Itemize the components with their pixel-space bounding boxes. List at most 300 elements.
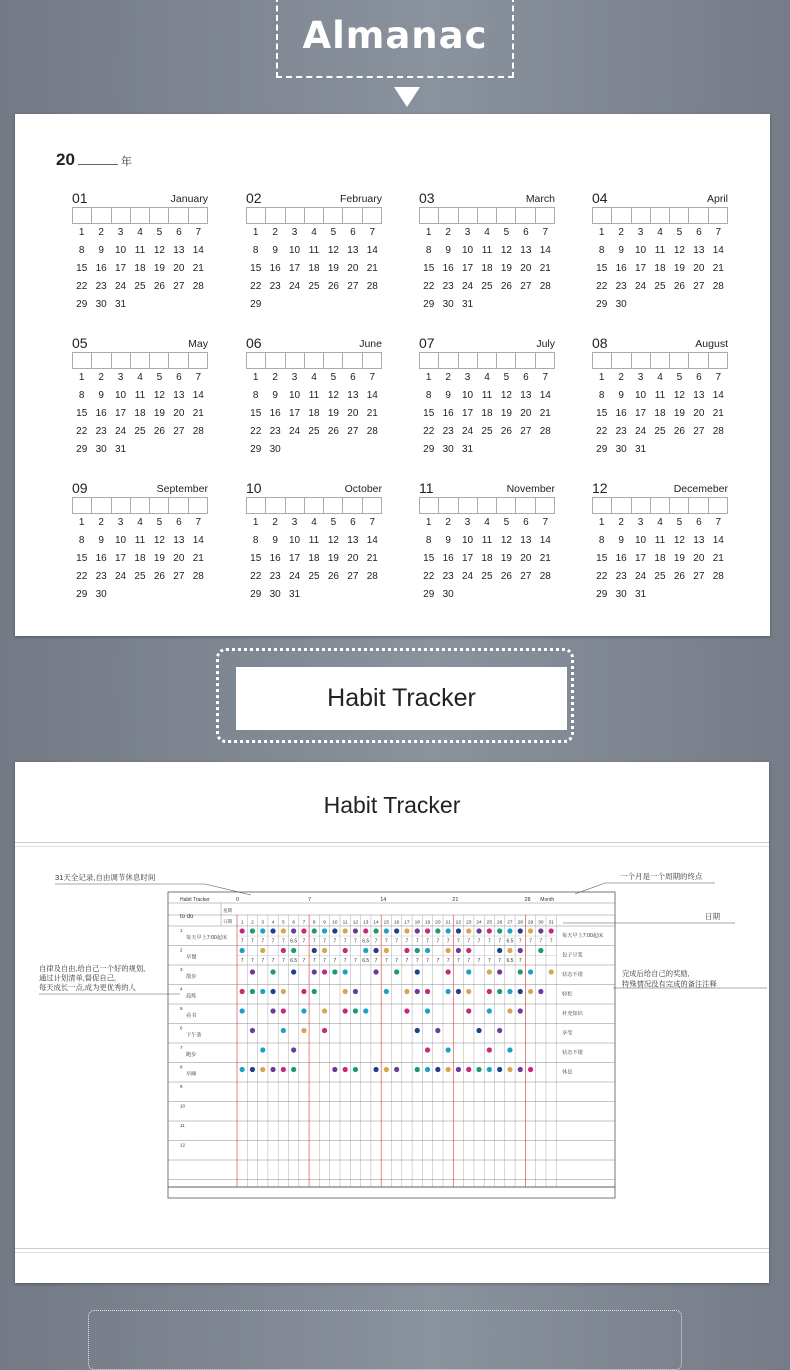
completion-dot bbox=[291, 1047, 296, 1052]
completion-dot bbox=[456, 928, 461, 933]
weekday-cell bbox=[459, 498, 478, 514]
completion-dot bbox=[476, 928, 481, 933]
completion-dot bbox=[291, 948, 296, 953]
day-number: 21 bbox=[712, 408, 724, 419]
day-number: 23 bbox=[615, 426, 627, 437]
completion-dot bbox=[240, 1008, 245, 1013]
day-number: 11 bbox=[654, 245, 666, 256]
weekday-cell bbox=[670, 208, 689, 224]
down-arrow-icon bbox=[394, 87, 420, 107]
completion-dot bbox=[425, 1047, 430, 1052]
weekday-cell bbox=[266, 353, 285, 369]
habit-name: 散步 bbox=[186, 974, 197, 980]
day-number: 17 bbox=[289, 263, 301, 274]
completion-dot bbox=[476, 1028, 481, 1033]
month-name: July bbox=[536, 338, 555, 350]
habit-number: 5 bbox=[180, 1006, 183, 1011]
time-cell: 7 bbox=[261, 958, 265, 964]
completion-dot bbox=[415, 928, 420, 933]
day-number: 27 bbox=[520, 571, 532, 582]
month-number: 12 bbox=[592, 480, 608, 496]
weekday-cell bbox=[189, 208, 208, 224]
day-number: 16 bbox=[615, 263, 627, 274]
day-grid bbox=[72, 372, 208, 456]
weekday-cell bbox=[363, 498, 382, 514]
month-name: January bbox=[170, 193, 208, 205]
day-number: 20 bbox=[693, 408, 705, 419]
completion-dot bbox=[446, 969, 451, 974]
day-number: 19 bbox=[673, 553, 685, 564]
day-number: 12 bbox=[327, 390, 339, 401]
day-number: 30 bbox=[615, 589, 627, 600]
day-number: 15 bbox=[423, 553, 435, 564]
completion-dot bbox=[270, 1008, 275, 1013]
weekday-cell bbox=[478, 208, 497, 224]
habit-number: 7 bbox=[180, 1045, 183, 1050]
day-number: 12 bbox=[500, 390, 512, 401]
time-cell: 7 bbox=[446, 958, 450, 964]
day-number: 4 bbox=[137, 517, 143, 528]
day-number: 17 bbox=[115, 408, 127, 419]
day-number: 12 bbox=[673, 245, 685, 256]
completion-dot bbox=[312, 989, 317, 994]
day-number: 20 bbox=[347, 408, 359, 419]
divider bbox=[15, 1252, 769, 1253]
completion-dot bbox=[549, 969, 554, 974]
completion-dot bbox=[343, 989, 348, 994]
time-cell: 7 bbox=[426, 938, 429, 945]
day-number: 13 bbox=[347, 245, 359, 256]
completion-dot bbox=[528, 928, 533, 933]
weekday-cell bbox=[131, 498, 150, 514]
habit-tracker-title: Habit Tracker bbox=[323, 792, 461, 818]
day-number: 22 bbox=[76, 281, 88, 292]
day-number: 23 bbox=[269, 571, 281, 582]
completion-dot bbox=[518, 948, 523, 953]
completion-dot bbox=[373, 928, 378, 933]
day-number: 5 bbox=[503, 372, 510, 383]
completion-dot bbox=[373, 969, 378, 974]
day-number: 4 bbox=[484, 227, 490, 238]
month-block bbox=[419, 190, 555, 318]
day-number: 5 bbox=[330, 517, 337, 528]
day-number: 23 bbox=[269, 281, 281, 292]
day-number: 6 bbox=[176, 372, 182, 383]
time-cell: 6.5 bbox=[290, 958, 298, 964]
completion-dot bbox=[281, 989, 286, 994]
habit-number: 12 bbox=[180, 1142, 186, 1148]
day-number: 24 bbox=[115, 281, 127, 292]
day-number: 8 bbox=[78, 245, 85, 256]
day-number: 29 bbox=[250, 299, 262, 310]
day-number: 15 bbox=[423, 263, 435, 274]
completion-dot bbox=[487, 989, 492, 994]
day-number: 24 bbox=[462, 281, 474, 292]
divider bbox=[15, 1248, 769, 1249]
completion-dot bbox=[353, 1008, 358, 1013]
completion-dot bbox=[404, 1008, 409, 1013]
week-marker: 7 bbox=[308, 897, 312, 903]
date-cell: 25 bbox=[486, 920, 493, 926]
annotation-top-left: 31天全记录,自由调节休息时间 bbox=[55, 873, 156, 882]
habit-reward: 轻松 bbox=[562, 991, 573, 998]
time-cell: 7 bbox=[477, 938, 481, 945]
day-number: 17 bbox=[635, 408, 647, 419]
day-number: 29 bbox=[250, 444, 262, 455]
habit-number: 10 bbox=[180, 1103, 186, 1109]
day-number: 20 bbox=[693, 553, 705, 564]
month-block bbox=[592, 190, 728, 318]
day-number: 21 bbox=[192, 553, 204, 564]
completion-dot bbox=[260, 989, 265, 994]
time-cell: 7 bbox=[518, 938, 522, 945]
time-cell: 7 bbox=[498, 958, 502, 964]
time-cell: 7 bbox=[529, 938, 532, 945]
completion-dot bbox=[466, 1008, 471, 1013]
completion-dot bbox=[250, 1028, 255, 1033]
weekday-header-grid bbox=[419, 497, 555, 514]
completion-dot bbox=[538, 989, 543, 994]
day-number: 13 bbox=[347, 390, 359, 401]
weekday-header-grid bbox=[246, 207, 382, 224]
completion-dot bbox=[353, 1067, 358, 1072]
day-number: 8 bbox=[252, 535, 259, 546]
day-number: 29 bbox=[423, 589, 435, 600]
day-number: 8 bbox=[425, 390, 432, 401]
habit-reward: 享受 bbox=[562, 1030, 573, 1037]
completion-dot bbox=[363, 948, 368, 953]
day-number: 6 bbox=[176, 227, 182, 238]
completion-dot bbox=[260, 948, 265, 953]
day-number: 22 bbox=[250, 426, 262, 437]
time-cell: 7 bbox=[395, 958, 399, 964]
day-number: 15 bbox=[596, 553, 608, 564]
day-number: 16 bbox=[269, 408, 281, 419]
day-number: 22 bbox=[596, 571, 608, 582]
day-number: 18 bbox=[481, 263, 493, 274]
day-number: 2 bbox=[98, 227, 104, 238]
weekday-header-grid bbox=[72, 207, 208, 224]
day-grid bbox=[592, 227, 728, 311]
tracker-footer-box bbox=[168, 1187, 615, 1198]
day-number: 15 bbox=[423, 408, 435, 419]
completion-dot bbox=[507, 1008, 512, 1013]
day-number: 26 bbox=[673, 571, 685, 582]
completion-dot bbox=[497, 1067, 502, 1072]
day-number: 14 bbox=[192, 535, 204, 546]
time-cell: 6.5 bbox=[362, 938, 370, 945]
day-number: 24 bbox=[462, 426, 474, 437]
day-number: 21 bbox=[712, 263, 724, 274]
month-name: March bbox=[525, 193, 555, 205]
month-name: August bbox=[695, 338, 728, 350]
completion-dot bbox=[507, 1047, 512, 1052]
weekday-cell bbox=[247, 208, 266, 224]
completion-dot bbox=[456, 948, 461, 953]
time-cell: 7 bbox=[467, 958, 471, 964]
weekday-cell bbox=[150, 208, 169, 224]
completion-dot bbox=[425, 989, 430, 994]
completion-dot bbox=[250, 1067, 255, 1072]
month-block bbox=[72, 480, 208, 608]
completion-dot bbox=[528, 1067, 533, 1072]
almanac-calendar-card bbox=[15, 114, 770, 636]
time-cell: 7 bbox=[343, 958, 347, 964]
day-grid bbox=[592, 517, 728, 601]
day-number: 20 bbox=[520, 553, 532, 564]
day-number: 2 bbox=[618, 372, 624, 383]
time-cell: 7 bbox=[384, 938, 388, 945]
completion-dot bbox=[343, 928, 348, 933]
date-cell: 20 bbox=[435, 920, 441, 926]
date-cell: 5 bbox=[282, 920, 285, 926]
habit-name: 晨练 bbox=[186, 993, 197, 1000]
day-number: 17 bbox=[635, 553, 647, 564]
day-number: 12 bbox=[153, 535, 165, 546]
annotation-top-right: 一个月是一个周期的终点 bbox=[620, 872, 703, 881]
month-number: 10 bbox=[246, 480, 262, 496]
completion-dot bbox=[343, 1008, 348, 1013]
day-number: 10 bbox=[462, 535, 474, 546]
day-number: 10 bbox=[635, 245, 647, 256]
day-number: 20 bbox=[520, 263, 532, 274]
date-cell: 30 bbox=[538, 920, 544, 926]
day-number: 19 bbox=[500, 263, 512, 274]
day-number: 15 bbox=[596, 263, 608, 274]
completion-dot bbox=[332, 1067, 337, 1072]
date-cell: 8 bbox=[312, 920, 316, 926]
day-number: 7 bbox=[715, 227, 722, 238]
day-number: 14 bbox=[712, 535, 724, 546]
time-cell: 7 bbox=[281, 938, 285, 945]
day-number: 8 bbox=[78, 535, 85, 546]
weekday-cell bbox=[189, 353, 208, 369]
completion-dot bbox=[250, 928, 255, 933]
day-number: 31 bbox=[462, 299, 474, 310]
weekday-cell bbox=[324, 498, 343, 514]
habit-number: 3 bbox=[180, 967, 183, 972]
day-number: 8 bbox=[252, 390, 259, 401]
day-number: 8 bbox=[425, 535, 432, 546]
day-number: 23 bbox=[442, 571, 454, 582]
weekday-cell bbox=[439, 353, 458, 369]
day-number: 5 bbox=[503, 227, 510, 238]
day-number: 8 bbox=[78, 390, 85, 401]
time-cell: 7 bbox=[271, 958, 275, 964]
day-number: 12 bbox=[673, 535, 685, 546]
day-number: 28 bbox=[712, 281, 724, 292]
day-number: 30 bbox=[615, 444, 627, 455]
completion-dot bbox=[270, 1067, 275, 1072]
weekday-cell bbox=[651, 498, 670, 514]
annotation-left-line: 自律及自由,给自己一个好的规划, bbox=[39, 964, 146, 973]
weekday-cell bbox=[150, 498, 169, 514]
habit-reward: 补充知识 bbox=[562, 1011, 583, 1017]
completion-dot bbox=[250, 969, 255, 974]
completion-dot bbox=[363, 1008, 368, 1013]
day-number: 28 bbox=[539, 426, 551, 437]
day-number: 11 bbox=[134, 535, 146, 546]
month-block bbox=[246, 190, 382, 318]
completion-dot bbox=[404, 989, 409, 994]
weekday-cell bbox=[478, 353, 497, 369]
day-number: 12 bbox=[153, 245, 165, 256]
time-cell: 7 bbox=[457, 938, 460, 945]
day-number: 12 bbox=[500, 535, 512, 546]
day-number: 13 bbox=[693, 390, 705, 401]
day-number: 2 bbox=[445, 372, 451, 383]
completion-dot bbox=[384, 989, 389, 994]
day-number: 1 bbox=[78, 517, 85, 528]
habit-name: 早餐 bbox=[186, 954, 197, 961]
time-cell: 7 bbox=[384, 958, 388, 964]
completion-dot bbox=[384, 928, 389, 933]
habit-name: 看书 bbox=[186, 1013, 197, 1019]
day-number: 5 bbox=[330, 372, 337, 383]
completion-dot bbox=[394, 969, 399, 974]
completion-dot bbox=[394, 1067, 399, 1072]
day-number: 1 bbox=[252, 227, 259, 238]
day-number: 7 bbox=[542, 372, 549, 383]
time-cell: 7 bbox=[251, 958, 254, 964]
day-number: 12 bbox=[153, 390, 165, 401]
day-number: 14 bbox=[712, 245, 724, 256]
day-number: 11 bbox=[481, 245, 493, 256]
weekday-cell bbox=[516, 353, 535, 369]
weekday-cell bbox=[632, 208, 651, 224]
day-number: 4 bbox=[311, 227, 317, 238]
day-number: 22 bbox=[250, 281, 262, 292]
weekday-cell bbox=[363, 353, 382, 369]
completion-dot bbox=[415, 969, 420, 974]
habit-tracker-card bbox=[15, 762, 769, 1283]
day-grid bbox=[246, 227, 382, 311]
habit-banner-label: Habit Tracker bbox=[236, 667, 567, 730]
day-number: 26 bbox=[153, 426, 165, 437]
weekday-cell bbox=[593, 208, 612, 224]
day-number: 26 bbox=[500, 426, 512, 437]
month-block bbox=[72, 190, 208, 318]
time-cell: 6.5 bbox=[506, 958, 514, 964]
day-number: 20 bbox=[173, 553, 185, 564]
completion-dot bbox=[332, 969, 337, 974]
day-number: 4 bbox=[657, 517, 663, 528]
day-number: 19 bbox=[153, 263, 165, 274]
completion-dot bbox=[260, 1067, 265, 1072]
week-marker: 28 bbox=[524, 897, 531, 903]
weekday-cell bbox=[651, 208, 670, 224]
time-cell: 7 bbox=[487, 938, 491, 945]
completion-dot bbox=[446, 948, 451, 953]
habit-reward: 状态不错 bbox=[562, 1050, 583, 1056]
day-number: 21 bbox=[539, 553, 551, 564]
time-cell: 7 bbox=[240, 938, 244, 945]
day-number: 5 bbox=[676, 517, 683, 528]
weekday-cell bbox=[516, 208, 535, 224]
day-number: 7 bbox=[369, 227, 376, 238]
completion-dot bbox=[312, 969, 317, 974]
weekday-cell bbox=[73, 208, 92, 224]
completion-dot bbox=[240, 928, 245, 933]
day-number: 11 bbox=[308, 535, 320, 546]
day-number: 21 bbox=[539, 263, 551, 274]
day-number: 21 bbox=[192, 408, 204, 419]
day-number: 2 bbox=[272, 517, 278, 528]
time-cell: 6.5 bbox=[362, 958, 370, 964]
day-grid bbox=[419, 517, 555, 601]
date-label: 日期 bbox=[223, 919, 232, 924]
completion-dot bbox=[446, 1047, 451, 1052]
time-cell: 7 bbox=[261, 938, 265, 945]
day-grid bbox=[72, 517, 208, 601]
day-number: 10 bbox=[635, 535, 647, 546]
day-number: 1 bbox=[425, 372, 432, 383]
time-cell: 7 bbox=[436, 958, 440, 964]
day-number: 16 bbox=[269, 263, 281, 274]
almanac-title-frame bbox=[276, 0, 514, 78]
day-number: 11 bbox=[481, 535, 493, 546]
date-cell: 7 bbox=[302, 920, 306, 926]
day-number: 26 bbox=[500, 281, 512, 292]
day-number: 11 bbox=[654, 535, 666, 546]
weekday-cell bbox=[189, 498, 208, 514]
day-number: 18 bbox=[134, 263, 146, 274]
weekday-cell bbox=[343, 353, 362, 369]
day-number: 10 bbox=[635, 390, 647, 401]
completion-dot bbox=[425, 928, 430, 933]
day-number: 7 bbox=[715, 517, 722, 528]
day-grid bbox=[419, 372, 555, 456]
day-number: 1 bbox=[598, 517, 605, 528]
day-number: 25 bbox=[654, 571, 666, 582]
weekday-header-grid bbox=[419, 207, 555, 224]
day-number: 28 bbox=[539, 281, 551, 292]
day-grid bbox=[419, 227, 555, 311]
completion-dot bbox=[353, 989, 358, 994]
date-cell: 3 bbox=[261, 920, 265, 926]
day-number: 8 bbox=[252, 245, 259, 256]
day-number: 31 bbox=[115, 444, 127, 455]
time-cell: 7 bbox=[405, 958, 409, 964]
day-number: 10 bbox=[289, 245, 301, 256]
day-number: 18 bbox=[481, 553, 493, 564]
day-number: 21 bbox=[539, 408, 551, 419]
day-number: 6 bbox=[350, 372, 356, 383]
month-name: April bbox=[706, 193, 728, 205]
weekday-cell bbox=[169, 498, 188, 514]
day-number: 29 bbox=[596, 589, 608, 600]
weekday-cell bbox=[286, 208, 305, 224]
weekday-cell bbox=[131, 208, 150, 224]
month-number: 08 bbox=[592, 335, 608, 351]
weekday-header-grid bbox=[592, 207, 728, 224]
day-number: 10 bbox=[289, 535, 301, 546]
day-number: 9 bbox=[618, 535, 624, 546]
day-number: 26 bbox=[327, 571, 339, 582]
corner-label: Habit Tracker bbox=[180, 897, 210, 903]
day-number: 27 bbox=[173, 281, 185, 292]
completion-dot bbox=[415, 948, 420, 953]
weekday-cell bbox=[169, 353, 188, 369]
day-number: 6 bbox=[696, 372, 702, 383]
completion-dot bbox=[518, 969, 523, 974]
habit-number: 11 bbox=[180, 1123, 185, 1128]
date-cell: 21 bbox=[445, 920, 451, 926]
day-number: 3 bbox=[117, 517, 124, 528]
day-number: 3 bbox=[464, 227, 471, 238]
day-number: 13 bbox=[173, 390, 185, 401]
completion-dot bbox=[270, 989, 275, 994]
